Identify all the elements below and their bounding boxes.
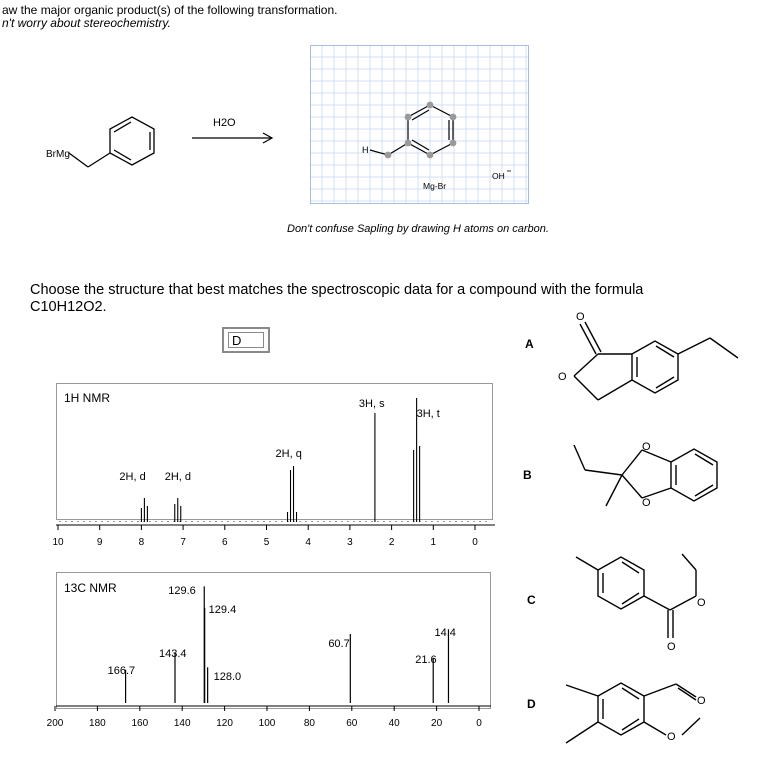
h-nmr-tick-label: 9: [96, 537, 103, 548]
c-nmr-spectrum: [40, 570, 500, 760]
choice-b-o-top: O: [642, 441, 651, 453]
h-nmr-title: 1H NMR: [64, 391, 111, 405]
choice-c-label: C: [527, 593, 536, 607]
h-nmr-peak-label: 3H, s: [358, 398, 385, 410]
c-nmr-tick-label: 140: [173, 718, 191, 729]
product-oh-label: OH: [492, 171, 505, 181]
canvas-note: Don't confuse Sapling by drawing H atoms on carbon.: [287, 223, 549, 235]
choice-a-label: A: [525, 337, 534, 351]
h-nmr-tick-label: 5: [263, 537, 270, 548]
c-nmr-peak-label: 129.4: [208, 604, 237, 616]
h-nmr-tick-label: 8: [138, 537, 145, 548]
answer-choices: [510, 300, 762, 760]
choice-d-structure: [566, 683, 700, 743]
h-nmr-spectrum: [40, 380, 500, 560]
h-nmr-tick-label: 3: [347, 537, 353, 548]
drawing-canvas[interactable]: [310, 45, 530, 205]
choice-b-o-bottom: O: [642, 497, 651, 509]
h-nmr-tick-label: 6: [222, 537, 228, 548]
h-nmr-tick-label: 2: [388, 537, 395, 548]
c-nmr-tick-label: 120: [216, 718, 233, 729]
h-nmr-peak-label: 2H, d: [119, 471, 146, 483]
c-nmr-peak-label: 128.0: [213, 671, 242, 683]
choice-a-ring-o: O: [558, 371, 567, 383]
c-nmr-peak-label: 14.4: [434, 627, 456, 639]
h-nmr-tick-label: 7: [180, 537, 186, 548]
h-nmr-peak-label: 2H, q: [275, 448, 302, 460]
h-nmr-tick-label: 1: [430, 537, 437, 548]
product-mgbr-label: Mg-Br: [423, 181, 447, 191]
h-nmr-tick-label: 10: [52, 537, 64, 548]
reagent-label: H2O: [213, 117, 236, 129]
c-nmr-tick-label: 40: [388, 718, 400, 729]
c-nmr-tick-label: 0: [476, 718, 482, 729]
h-nmr-peak-label: 2H, d: [164, 471, 192, 483]
c-nmr-title: 13C NMR: [64, 581, 117, 595]
question2-formula: C10H12O2.: [30, 299, 107, 315]
question1-line2: n't worry about stereochemistry.: [2, 16, 171, 30]
h-nmr-tick-label: 0: [472, 537, 478, 548]
c-nmr-peak-label: 143.4: [158, 648, 187, 660]
answer-input[interactable]: [222, 327, 270, 353]
c-nmr-peak-label: 60.7: [328, 638, 350, 650]
c-nmr-peak-label: 166.7: [107, 665, 136, 677]
choice-c-structure: [576, 554, 696, 638]
c-nmr-tick-label: 80: [303, 718, 315, 729]
c-nmr-peak-label: 129.6: [168, 585, 196, 597]
c-nmr-peak-label: 21.6: [415, 654, 437, 666]
h-nmr-peak-label: 3H, t: [416, 408, 440, 420]
reactant-brmg-label: BrMg: [46, 149, 70, 160]
question2-prompt: Choose the structure that best matches the spectroscopic data for a compound with the formula: [30, 282, 644, 298]
product-h-label: H: [362, 145, 369, 155]
c-nmr-tick-label: 60: [346, 718, 358, 729]
c-nmr-tick-label: 180: [89, 718, 106, 729]
choice-d-ether-o: O: [667, 731, 676, 743]
question1-line1: aw the major organic product(s) of the following transformation.: [2, 3, 338, 17]
choice-a-carbonyl-o: O: [576, 311, 585, 323]
choice-c-carbonyl-o: O: [667, 641, 676, 653]
answer-value: D: [228, 332, 264, 348]
c-nmr-tick-label: 160: [131, 718, 149, 729]
choice-b-label: B: [523, 468, 532, 482]
c-nmr-tick-label: 20: [431, 718, 443, 729]
choice-c-ester-o: O: [697, 597, 706, 609]
choice-a-structure: [574, 322, 738, 400]
h-nmr-tick-label: 4: [305, 537, 311, 548]
choice-d-aldehyde-o: O: [697, 695, 706, 707]
choice-d-label: D: [527, 697, 536, 711]
c-nmr-tick-label: 200: [46, 718, 64, 729]
c-nmr-tick-label: 100: [258, 718, 276, 729]
reactant-benzene-ring: [110, 117, 154, 165]
